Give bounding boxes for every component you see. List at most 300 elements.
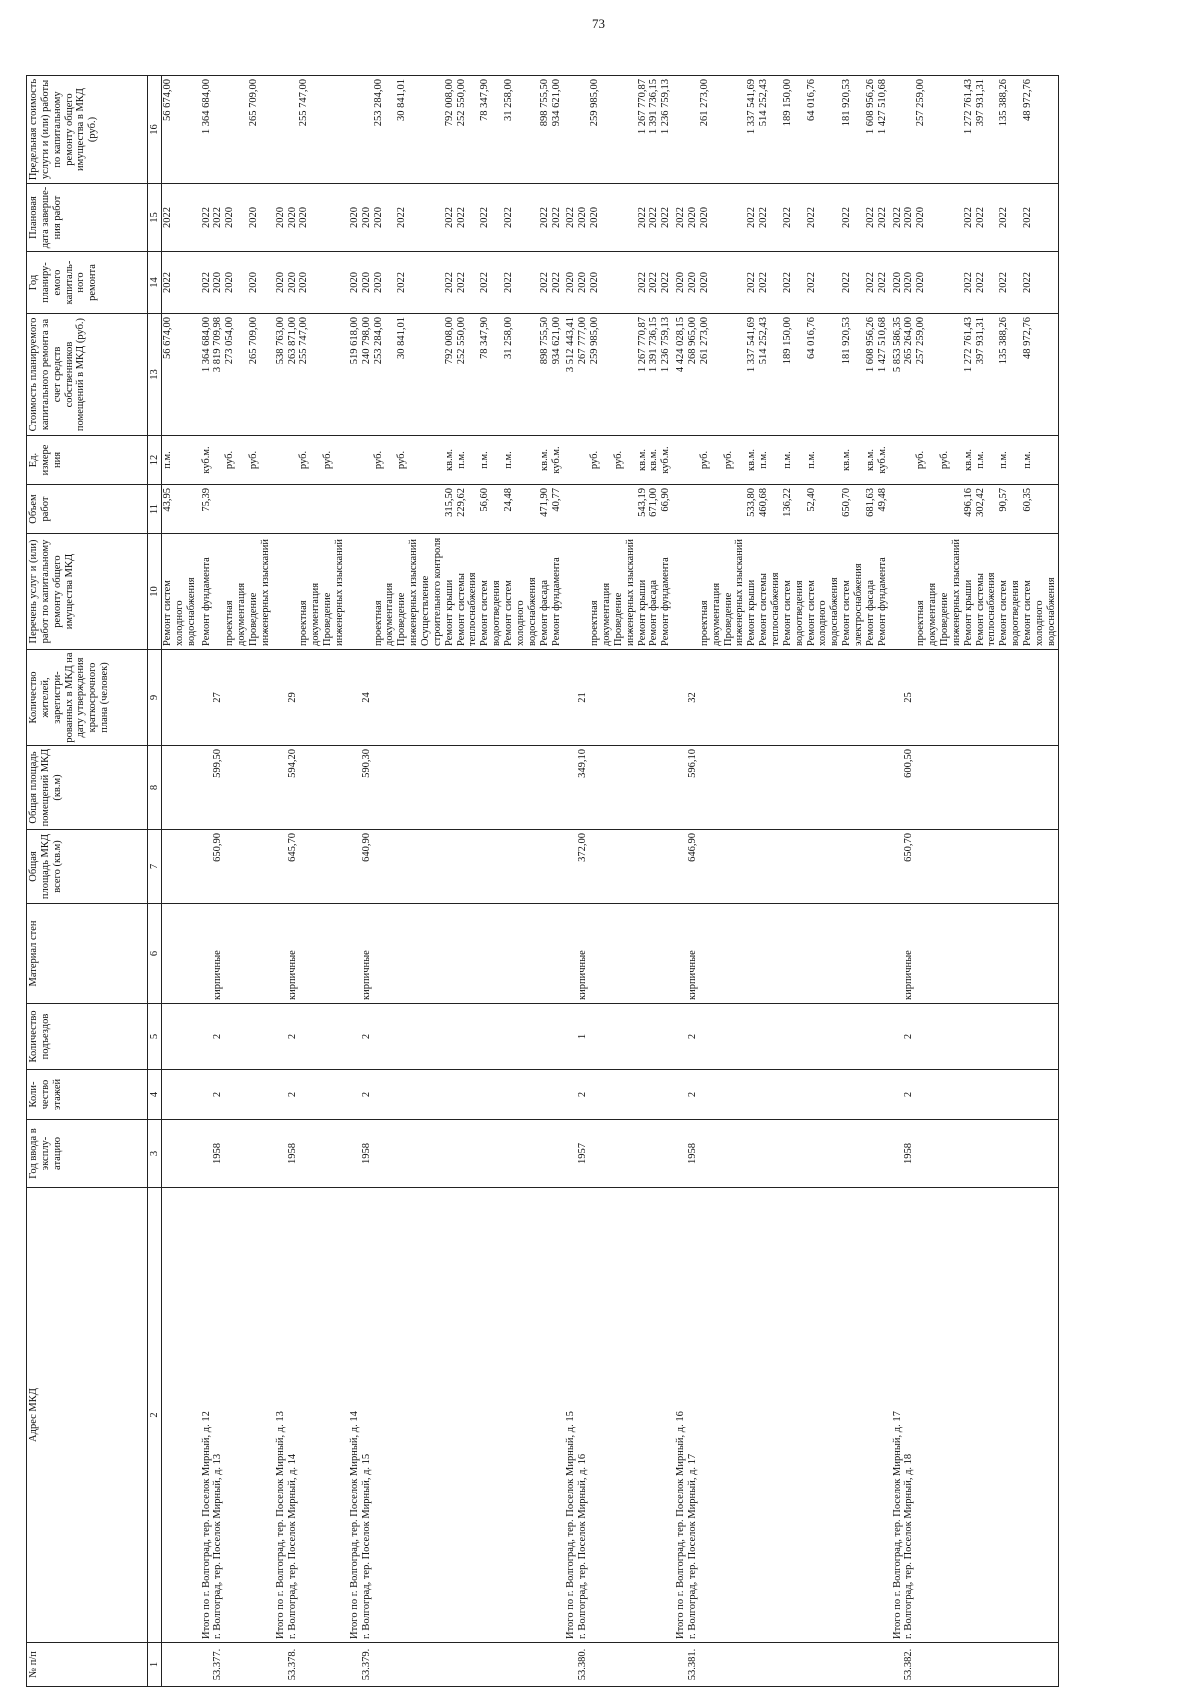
residents-count [589,650,613,746]
year-built [613,1120,637,1188]
work-volume [672,485,687,534]
residents-count [939,650,963,746]
residents-count: 29 [287,650,299,746]
address [975,1188,999,1643]
address [806,1188,842,1643]
work-volume [699,485,723,534]
completion-date: 2022 [551,184,563,252]
entrance-count [346,1004,361,1070]
header-cell: Количество подъездов [27,1004,148,1070]
unit: куб.м. [877,436,889,485]
repair-year: 2022 [806,252,842,314]
unit: куб.м. [551,436,563,485]
rooms-area [503,746,539,830]
entrance-count [298,1004,322,1070]
house-row [212,76,224,1687]
unit: п.м. [456,436,480,485]
header-cell: Плановая дата заверше-ния работ [27,184,148,252]
completion-date: 2020 [903,184,915,252]
residents-count [479,650,503,746]
wall-material [551,904,563,1004]
work-row [456,76,480,1687]
cost-limit [287,76,299,184]
year-built: 1958 [903,1120,915,1188]
completion-date: 2022 [865,184,877,252]
entrance-count [806,1004,842,1070]
wall-material [672,904,687,1004]
house-row [687,76,699,1687]
total-area [865,830,877,904]
unit: руб. [298,436,322,485]
work-volume: 681,63 [865,485,877,534]
header-cell: Общая площадь МКД всего (кв.м) [27,830,148,904]
rooms-area [248,746,272,830]
work-type: Ремонт фундамента [551,534,563,650]
unit: куб.м. [660,436,672,485]
repair-cost: 5 853 586,35 [889,314,904,436]
unit: руб. [248,436,272,485]
total-area [162,830,198,904]
page-number: 73 [592,16,605,31]
repair-year [723,252,747,314]
completion-date: 2020 [248,184,272,252]
completion-date: 2022 [212,184,224,252]
repair-cost: 519 618,00 [346,314,361,436]
year-built: 1958 [687,1120,699,1188]
address: г. Волгоград, тер. Поселок Мирный, д. 14 [287,1188,299,1643]
year-built [865,1120,877,1188]
cost-limit: 1 337 541,69 [746,76,758,184]
unit [562,436,577,485]
header-cell: Общая площадь помещений МКД (кв.м) [27,746,148,830]
wall-material [723,904,747,1004]
residents-count [998,650,1022,746]
floor-count [672,1070,687,1120]
residents-count [322,650,346,746]
cost-limit [322,76,346,184]
wall-material [637,904,649,1004]
column-number: 3 [148,1120,162,1188]
year-built [699,1120,723,1188]
house-row [903,76,915,1687]
row-number [975,1643,999,1687]
completion-date: 2020 [589,184,613,252]
address [746,1188,758,1643]
completion-date: 2022 [562,184,577,252]
repair-cost: 56 674,00 [162,314,198,436]
unit: кв.м. [841,436,865,485]
address [444,1188,456,1643]
repair-year: 2022 [539,252,551,314]
repair-cost: 31 258,00 [503,314,539,436]
repair-year: 2022 [865,252,877,314]
repair-cost: 30 841,01 [396,314,420,436]
wall-material [841,904,865,1004]
work-type [287,534,299,650]
work-volume: 471,90 [539,485,551,534]
cost-limit: 792 008,00 [444,76,456,184]
wall-material [877,904,889,1004]
completion-date: 2020 [224,184,248,252]
year-built [420,1120,444,1188]
year-built [162,1120,198,1188]
unit: руб. [613,436,637,485]
work-type: Ремонт фасада [865,534,877,650]
completion-date: 2022 [479,184,503,252]
residents-count [699,650,723,746]
wall-material [224,904,248,1004]
rooms-area [551,746,563,830]
repair-year: 2020 [562,252,577,314]
column-number: 15 [148,184,162,252]
completion-date: 2020 [577,184,589,252]
rooms-area [396,746,420,830]
residents-count [915,650,939,746]
floor-count [551,1070,563,1120]
column-number: 2 [148,1188,162,1643]
header-row [27,76,148,1687]
floor-count [322,1070,346,1120]
year-built [660,1120,672,1188]
address [373,1188,397,1643]
entrance-count [503,1004,539,1070]
year-built [456,1120,480,1188]
work-row [975,76,999,1687]
wall-material [298,904,322,1004]
cost-limit [420,76,444,184]
rooms-area [939,746,963,830]
unit: руб. [589,436,613,485]
address [939,1188,963,1643]
work-type: Ремонт фундамента [877,534,889,650]
wall-material: кирпичные [361,904,373,1004]
repair-year: 2022 [758,252,782,314]
year-built [998,1120,1022,1188]
work-row [322,76,346,1687]
total-area [1022,830,1058,904]
cost-limit [723,76,747,184]
repair-year: 2022 [198,252,213,314]
completion-date [420,184,444,252]
year-built [479,1120,503,1188]
year-built [648,1120,660,1188]
unit [672,436,687,485]
work-type [889,534,904,650]
rooms-area [479,746,503,830]
total-area [479,830,503,904]
rooms-area [998,746,1022,830]
total-area [806,830,842,904]
address [660,1188,672,1643]
entrance-count: 2 [687,1004,699,1070]
repair-cost: 1 391 736,15 [648,314,660,436]
work-row [648,76,660,1687]
address [162,1188,198,1643]
cost-limit [903,76,915,184]
row-number [758,1643,782,1687]
work-volume [915,485,939,534]
rooms-area [877,746,889,830]
cost-limit [224,76,248,184]
work-type: Ремонт систем холодного водоснабжения [503,534,539,650]
row-number [298,1643,322,1687]
floor-count [420,1070,444,1120]
row-number: 53.382. [903,1643,915,1687]
repair-year [613,252,637,314]
residents-count [865,650,877,746]
cost-limit: 259 985,00 [589,76,613,184]
row-number [346,1643,361,1687]
wall-material: кирпичные [212,904,224,1004]
unit: руб. [699,436,723,485]
wall-material [758,904,782,1004]
year-built [444,1120,456,1188]
work-row [915,76,939,1687]
year-built [562,1120,577,1188]
floor-count [503,1070,539,1120]
unit: п.м. [782,436,806,485]
work-type [361,534,373,650]
repair-year: 2020 [915,252,939,314]
floor-count [758,1070,782,1120]
residents-count [1022,650,1058,746]
entrance-count [479,1004,503,1070]
work-type: Ремонт фундамента [198,534,213,650]
completion-date: 2020 [687,184,699,252]
repair-year: 2022 [637,252,649,314]
total-area [699,830,723,904]
entrance-count [396,1004,420,1070]
repair-cost: 257 259,00 [915,314,939,436]
work-row [998,76,1022,1687]
residents-count [346,650,361,746]
total-area: 640,90 [361,830,373,904]
residents-count [298,650,322,746]
total-area [998,830,1022,904]
address [456,1188,480,1643]
rooms-area [346,746,361,830]
residents-count [672,650,687,746]
year-built [346,1120,361,1188]
repair-year: 2022 [551,252,563,314]
year-built [758,1120,782,1188]
repair-cost: 261 273,00 [699,314,723,436]
work-row [479,76,503,1687]
floor-count: 2 [287,1070,299,1120]
wall-material [889,904,904,1004]
address [503,1188,539,1643]
work-volume: 496,16 [963,485,975,534]
address [998,1188,1022,1643]
work-row [841,76,865,1687]
completion-date: 2022 [637,184,649,252]
floor-count [746,1070,758,1120]
work-volume [361,485,373,534]
row-number [648,1643,660,1687]
total-area [503,830,539,904]
rooms-area [456,746,480,830]
work-volume [287,485,299,534]
unit: п.м. [975,436,999,485]
repair-cost: 265 264,00 [903,314,915,436]
repair-year: 2022 [648,252,660,314]
column-number-row [148,76,162,1687]
year-built [806,1120,842,1188]
total-area [637,830,649,904]
work-row [758,76,782,1687]
work-row [877,76,889,1687]
repair-year: 2022 [877,252,889,314]
entrance-count [420,1004,444,1070]
address [479,1188,503,1643]
year-built [637,1120,649,1188]
cost-limit [562,76,577,184]
floor-count [998,1070,1022,1120]
repair-cost: 267 777,00 [577,314,589,436]
year-built [782,1120,806,1188]
total-area [456,830,480,904]
address [841,1188,865,1643]
total-area: 372,00 [577,830,589,904]
repair-year: 2022 [841,252,865,314]
repair-cost: 3 819 709,98 [212,314,224,436]
address: г. Волгоград, тер. Поселок Мирный, д. 15 [361,1188,373,1643]
total-area [444,830,456,904]
work-type: проектная документация [373,534,397,650]
work-type: проектная документация [224,534,248,650]
total-area [672,830,687,904]
work-type: Ремонт крыши [746,534,758,650]
address: г. Волгоград, тер. Поселок Мирный, д. 13 [212,1188,224,1643]
completion-date: 2022 [889,184,904,252]
unit: руб. [322,436,346,485]
cost-limit: 31 258,00 [503,76,539,184]
repair-cost: 4 424 028,15 [672,314,687,436]
year-built: 1958 [287,1120,299,1188]
work-row [396,76,420,1687]
floor-count: 2 [577,1070,589,1120]
floor-count [272,1070,287,1120]
cost-limit [613,76,637,184]
completion-date [723,184,747,252]
total-area [758,830,782,904]
repair-year: 2022 [162,252,198,314]
wall-material [503,904,539,1004]
work-type: Проведение инженерных изысканий [723,534,747,650]
year-built [539,1120,551,1188]
address [865,1188,877,1643]
repair-cost [322,314,346,436]
address: г. Волгоград, тер. Поселок Мирный, д. 18 [903,1188,915,1643]
entrance-count [551,1004,563,1070]
total-area [539,830,551,904]
year-built: 1958 [212,1120,224,1188]
residents-count: 32 [687,650,699,746]
completion-date: 2020 [915,184,939,252]
total-area [224,830,248,904]
total-area [346,830,361,904]
work-type [903,534,915,650]
residents-count [723,650,747,746]
work-row [551,76,563,1687]
work-volume [272,485,287,534]
residents-count [396,650,420,746]
work-row [939,76,963,1687]
unit: руб. [723,436,747,485]
row-number [503,1643,539,1687]
cost-limit: 1 236 759,13 [660,76,672,184]
residents-count [841,650,865,746]
address: Итого по г. Волгоград, тер. Поселок Мирный, д. 12 [198,1188,213,1643]
rooms-area: 596,10 [687,746,699,830]
work-row [660,76,672,1687]
residents-count [539,650,551,746]
header-cell: Количество жителей, зарегистри-рованных в МКД на дату утверждения краткосрочного плана (человек) [27,650,148,746]
address [915,1188,939,1643]
header-cell: Ед. измере ния [27,436,148,485]
wall-material [420,904,444,1004]
residents-count [877,650,889,746]
cost-limit: 397 931,31 [975,76,999,184]
work-volume: 43,95 [162,485,198,534]
unit [346,436,361,485]
rooms-area [224,746,248,830]
repair-year: 2020 [589,252,613,314]
cost-limit: 78 347,90 [479,76,503,184]
cost-limit [212,76,224,184]
repair-cost: 1 267 770,87 [637,314,649,436]
entrance-count [444,1004,456,1070]
unit: п.м. [479,436,503,485]
entrance-count: 2 [361,1004,373,1070]
rooms-area [699,746,723,830]
floor-count [298,1070,322,1120]
work-type [672,534,687,650]
year-built [322,1120,346,1188]
floor-count [346,1070,361,1120]
row-number [444,1643,456,1687]
entrance-count [562,1004,577,1070]
header-cell: Коли-чество этажей [27,1070,148,1120]
row-number [865,1643,877,1687]
repair-cost [723,314,747,436]
completion-date: 2022 [456,184,480,252]
unit: руб. [396,436,420,485]
rooms-area [162,746,198,830]
work-row [298,76,322,1687]
unit [577,436,589,485]
work-type: Ремонт крыши [444,534,456,650]
total-area [939,830,963,904]
work-type: Ремонт крыши [637,534,649,650]
unit: руб. [915,436,939,485]
wall-material [444,904,456,1004]
completion-date: 2022 [198,184,213,252]
row-number [672,1643,687,1687]
entrance-count [963,1004,975,1070]
work-volume: 543,19 [637,485,649,534]
unit: п.м. [806,436,842,485]
residents-count [963,650,975,746]
work-volume [562,485,577,534]
address [637,1188,649,1643]
work-type: Ремонт систем водоотведения [782,534,806,650]
wall-material [699,904,723,1004]
residents-count [806,650,842,746]
work-row [162,76,198,1687]
repair-cost: 1 337 541,69 [746,314,758,436]
entrance-count [877,1004,889,1070]
